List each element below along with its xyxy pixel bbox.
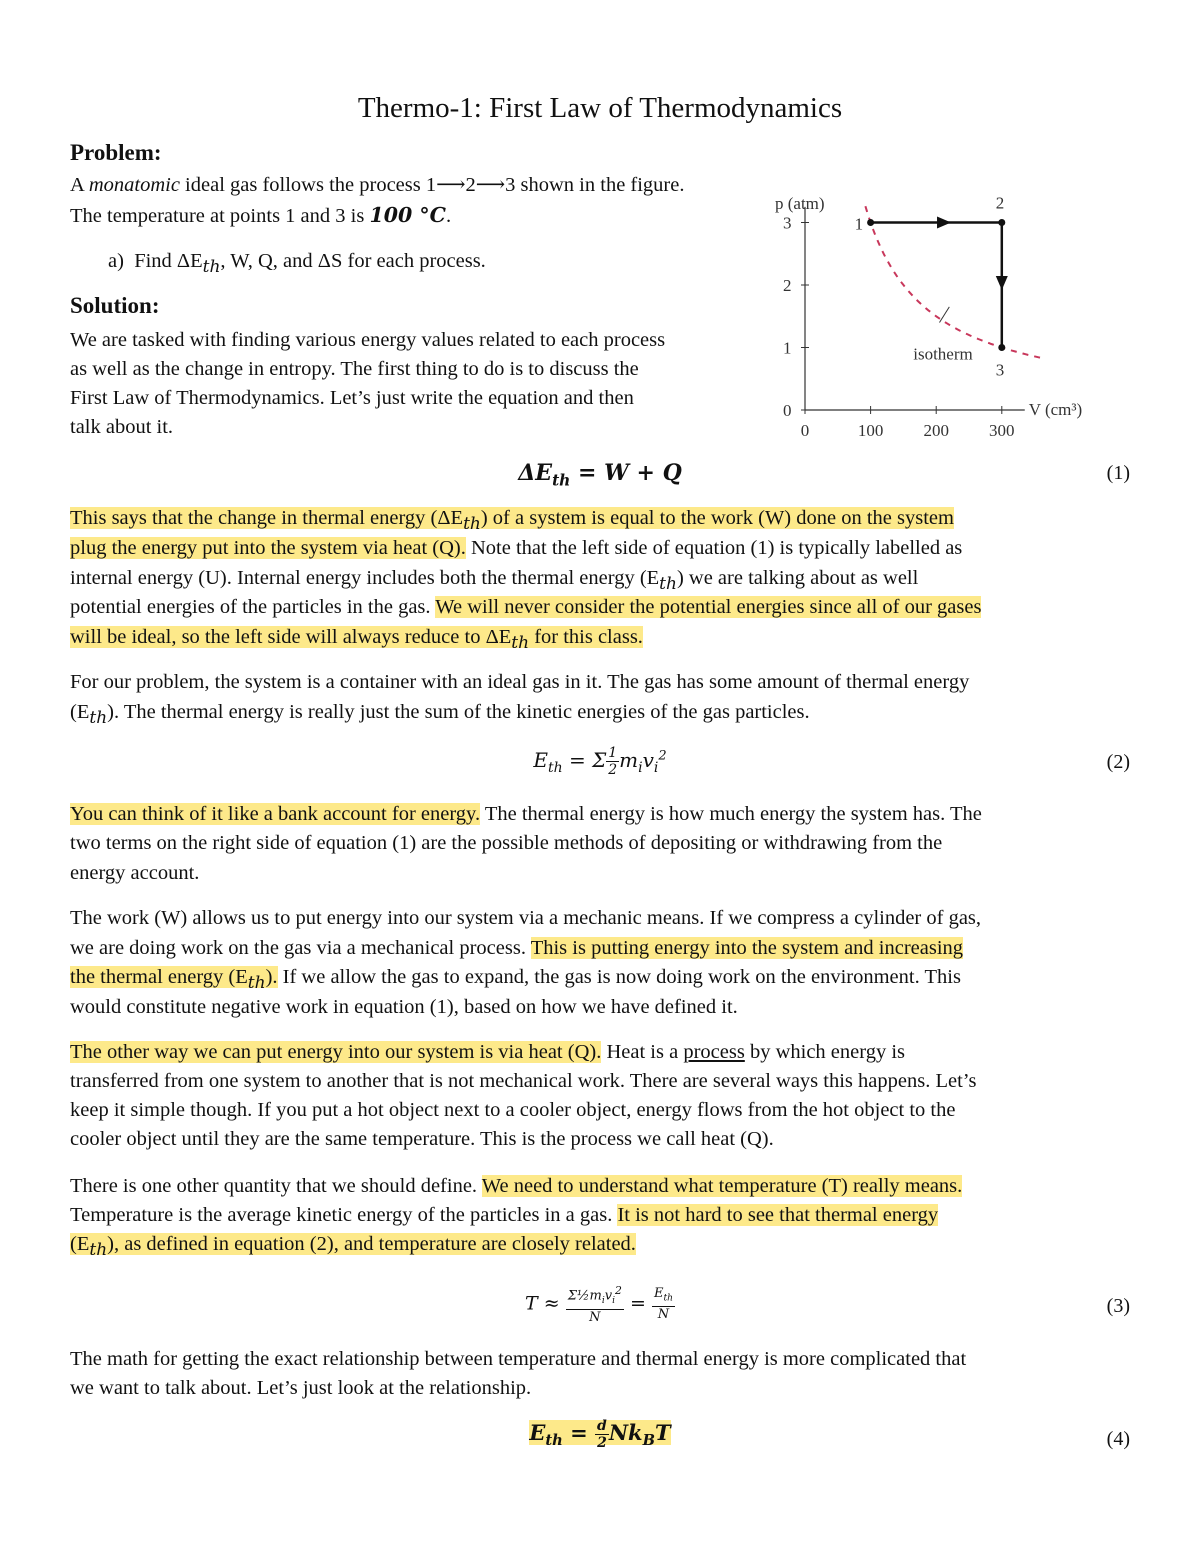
x-axis-label: V (cm³) (1028, 400, 1083, 419)
arrow-right (937, 217, 951, 229)
paragraph-6-line-1: There is one other quantity that we should define. We need to understand what temperature (T) really means. (70, 1175, 963, 1197)
equation-2: $E_{th} = \Sigma$ $\frac{1}{2}$ $m_iv_i^2$ (533, 745, 667, 778)
paragraph-6-line-2: Temperature is the average kinetic energy of the particles in a gas. It is not hard to see that thermal energy (70, 1204, 939, 1226)
paragraph-5-line-2: transferred from one system to another that is not mechanical work. There are several ways this happens. Let’s (70, 1070, 977, 1092)
equation-1-number: (1) (1106, 462, 1130, 484)
page-title: Thermo-1: First Law of Thermodynamics (357, 92, 843, 124)
solution-line: First Law of Thermodynamics. Let’s just write the equation and then (70, 387, 634, 409)
paragraph-2-line-2: $(E_{th})$. The thermal energy is really just the sum of the kinetic energies of the gas particles. (70, 701, 810, 729)
paragraph-6-line-3: $(E_{th})$, as defined in equation (2), and temperature are closely related. (70, 1233, 636, 1261)
annotation-pointer (939, 307, 949, 323)
x-tick-label: 200 (923, 421, 949, 440)
y-tick-label: 2 (783, 276, 792, 295)
data-point (867, 219, 874, 226)
equation-4: $E_{th}$ = $\frac{d}{2}$ $Nk_BT$ (529, 1418, 671, 1451)
solution-line: We are tasked with finding various energy values related to each process (70, 329, 666, 351)
isotherm-label: isotherm (913, 344, 973, 364)
paragraph-2-line-1: For our problem, the system is a container with an ideal gas in it. The gas has some amount of thermal energy (70, 671, 970, 693)
solution-heading: Solution: (70, 293, 160, 318)
problem-heading: Problem: (70, 140, 162, 165)
solution-line: talk about it. (70, 416, 174, 438)
paragraph-5-line-3: keep it simple though. If you put a hot object next to a cooler object, energy flows from the hot object to the (70, 1099, 956, 1121)
paragraph-7-line-2: we want to talk about. Let’s just look at the relationship. (70, 1377, 532, 1399)
arrow-down (996, 276, 1008, 290)
pv-diagram (760, 170, 1120, 450)
equation-3-number: (3) (1106, 1295, 1130, 1317)
isotherm-curve (865, 206, 1041, 358)
point-label-3: 3 (995, 360, 1005, 380)
y-tick-label: 3 (783, 213, 792, 233)
paragraph-4-line-3: the thermal energy $(E_{th})$. If we allow the gas to expand, the gas is now doing work on the environment. This (70, 966, 961, 994)
y-tick-label: 1 (783, 338, 792, 358)
paragraph-5-line-1: The other way we can put energy into our system is via heat (Q). Heat is a process by which energy is (70, 1041, 905, 1063)
paragraph-1-line-5: will be ideal, so the left side will always reduce to $\Delta E_{th}$ for this class. (70, 626, 643, 654)
paragraph-4-line-1: The work (W) allows us to put energy into our system via a mechanic means. If we compress a cylinder of gas, (70, 907, 982, 929)
y-tick-label: 0 (783, 401, 792, 420)
paragraph-1-line-4: potential energies of the particles in the gas. We will never consider the potential energies since all of our gases (70, 596, 982, 618)
equation-4-number: (4) (1106, 1428, 1130, 1450)
y-axis-label: p (atm) (775, 193, 825, 213)
x-tick-label: 300 (989, 421, 1015, 440)
paragraph-3-line-3: energy account. (70, 862, 200, 884)
paragraph-1-line-1: This says that the change in thermal energy $(\Delta E_{th})$ of a system is equal to the work (W) done on the system (70, 507, 954, 535)
paragraph-7-line-1: The math for getting the exact relationship between temperature and thermal energy is more complicated that (70, 1348, 967, 1370)
equation-3: T ≈ $\frac{\Sigma\frac{1}{2}m_iv_i^2}{N}$ = $\frac{E_{th}}{N}$ (525, 1284, 673, 1325)
paragraph-4-line-2: we are doing work on the gas via a mechanical process. This is putting energy into the system and increasing (70, 937, 964, 959)
paragraph-4-line-4: would constitute negative work in equation (1), based on how we have defined it. (70, 996, 738, 1018)
problem-line-2: The temperature at points 1 and 3 is 100 °C. (70, 203, 452, 227)
equation-2-number: (2) (1106, 751, 1130, 773)
part-a: a) Find $\Delta E_{th}$, W, Q, and ΔS for each process. (108, 250, 486, 278)
x-tick-label: 100 (857, 421, 884, 440)
data-point (998, 219, 1005, 226)
solution-line: as well as the change in entropy. The first thing to do is to discuss the (70, 358, 639, 380)
point-label-1: 1 (854, 214, 864, 234)
paragraph-3-line-1: You can think of it like a bank account for energy. The thermal energy is how much energy the system has. The (70, 803, 982, 825)
data-point (998, 344, 1005, 351)
paragraph-1-line-2: plug the energy put into the system via heat (Q). Note that the left side of equation (1) is typically labelled as (70, 537, 963, 559)
problem-line-1: A monatomic ideal gas follows the process 1⟶2⟶3 shown in the figure. (70, 174, 685, 196)
x-tick-label: 0 (800, 421, 810, 440)
point-label-2: 2 (995, 193, 1005, 213)
paragraph-1-line-3: internal energy (U). Internal energy includes both the thermal energy $(E_{th})$ we are talking about as well (70, 567, 919, 595)
paragraph-5-line-4: cooler object until they are the same temperature. This is the process we call heat (Q). (70, 1128, 774, 1150)
paragraph-3-line-2: two terms on the right side of equation (1) are the possible methods of depositing or withdrawing from the (70, 832, 943, 854)
equation-1: $\Delta E_{th} = W + Q$ (518, 460, 682, 490)
